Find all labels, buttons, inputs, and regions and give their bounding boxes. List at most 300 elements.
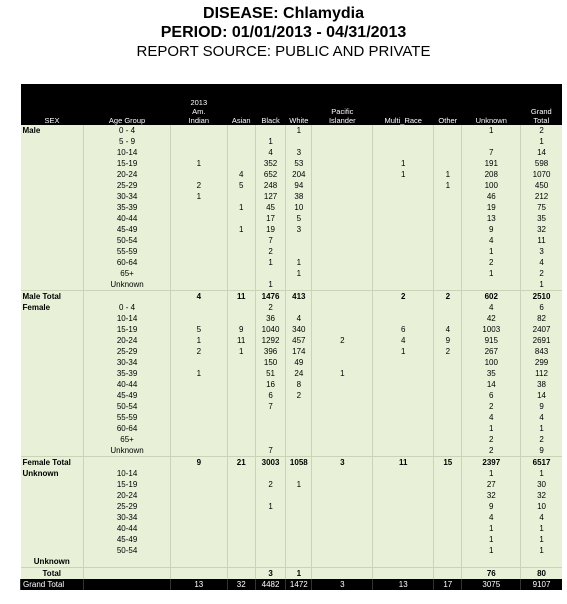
sex-cell — [21, 324, 84, 335]
count-cell: 11 — [373, 457, 434, 469]
count-cell — [227, 268, 255, 279]
count-cell — [312, 279, 373, 291]
count-cell — [434, 568, 462, 580]
count-cell: 4 — [286, 313, 312, 324]
count-cell: 1 — [171, 368, 228, 379]
count-cell — [373, 224, 434, 235]
sex-cell: Unknown — [21, 556, 84, 568]
total-row — [21, 291, 563, 303]
count-cell — [312, 401, 373, 412]
count-cell: 1 — [462, 125, 521, 136]
count-cell: 32 — [521, 490, 562, 501]
count-cell: 6 — [373, 324, 434, 335]
count-cell — [171, 202, 228, 213]
count-cell — [227, 445, 255, 457]
count-cell: 1 — [462, 246, 521, 257]
count-cell — [255, 523, 285, 534]
count-cell: 1 — [255, 501, 285, 512]
count-cell: 3 — [286, 224, 312, 235]
count-cell — [312, 468, 373, 479]
count-cell: 4 — [462, 512, 521, 523]
count-cell — [227, 512, 255, 523]
count-cell: 82 — [521, 313, 562, 324]
age-group-cell: 45-49 — [84, 390, 171, 401]
count-cell: 9 — [171, 457, 228, 469]
count-cell — [373, 512, 434, 523]
count-cell: 32 — [521, 224, 562, 235]
sex-cell: Male — [21, 125, 84, 136]
count-cell — [171, 147, 228, 158]
count-cell — [171, 313, 228, 324]
age-group-cell: 40-44 — [84, 213, 171, 224]
count-cell — [171, 501, 228, 512]
count-cell — [312, 390, 373, 401]
age-group-cell — [84, 556, 171, 568]
count-cell: 2 — [255, 246, 285, 257]
age-group-cell: 30-34 — [84, 512, 171, 523]
count-cell: 24 — [286, 368, 312, 379]
count-cell — [255, 125, 285, 136]
count-cell: 3003 — [255, 457, 285, 469]
count-cell: 46 — [462, 191, 521, 202]
count-cell — [227, 279, 255, 291]
count-cell — [434, 423, 462, 434]
count-cell — [286, 136, 312, 147]
count-cell: 1 — [434, 169, 462, 180]
count-cell — [373, 357, 434, 368]
count-cell — [434, 523, 462, 534]
age-group-cell: 5 - 9 — [84, 136, 171, 147]
count-cell: 1 — [286, 125, 312, 136]
count-cell — [434, 213, 462, 224]
count-cell: 75 — [521, 202, 562, 213]
count-cell: 1 — [462, 468, 521, 479]
count-cell — [434, 390, 462, 401]
count-cell: 1 — [255, 257, 285, 268]
age-group-cell: 40-44 — [84, 379, 171, 390]
count-cell — [312, 191, 373, 202]
age-group-cell: Unknown — [84, 445, 171, 457]
sex-cell: Male Total — [21, 291, 84, 303]
count-cell: 3075 — [462, 579, 521, 590]
count-cell: 100 — [462, 357, 521, 368]
table-row — [21, 445, 563, 457]
count-cell — [286, 523, 312, 534]
count-cell — [171, 523, 228, 534]
count-cell — [171, 246, 228, 257]
count-cell — [373, 445, 434, 457]
table-row — [21, 423, 563, 434]
sex-cell — [21, 423, 84, 434]
table-row — [21, 512, 563, 523]
sex-cell — [21, 512, 84, 523]
count-cell: 42 — [462, 313, 521, 324]
column-header: 2013 Am. Indian — [171, 84, 228, 125]
table-row — [21, 224, 563, 235]
count-cell — [286, 556, 312, 568]
count-cell — [171, 556, 228, 568]
table-row — [21, 346, 563, 357]
table-row — [21, 412, 563, 423]
count-cell: 1 — [255, 136, 285, 147]
count-cell: 1 — [462, 523, 521, 534]
count-cell — [373, 246, 434, 257]
count-cell — [373, 568, 434, 580]
table-row — [21, 368, 563, 379]
count-cell: 248 — [255, 180, 285, 191]
count-cell — [286, 279, 312, 291]
sex-cell — [21, 445, 84, 457]
count-cell: 4 — [521, 512, 562, 523]
count-cell — [255, 434, 285, 445]
count-cell: 4 — [462, 235, 521, 246]
count-cell: 13 — [171, 579, 228, 590]
count-cell — [373, 313, 434, 324]
count-cell — [434, 202, 462, 213]
count-cell: 4 — [521, 257, 562, 268]
count-cell — [312, 302, 373, 313]
count-cell — [286, 512, 312, 523]
sex-cell — [21, 412, 84, 423]
age-group-cell: 10-14 — [84, 468, 171, 479]
age-group-cell: 50-54 — [84, 235, 171, 246]
count-cell — [312, 169, 373, 180]
count-cell — [373, 125, 434, 136]
count-cell — [434, 224, 462, 235]
count-cell: 1292 — [255, 335, 285, 346]
table-row — [21, 136, 563, 147]
age-group-cell — [84, 579, 171, 590]
count-cell: 9 — [462, 224, 521, 235]
age-group-cell — [84, 291, 171, 303]
table-row — [21, 257, 563, 268]
count-cell — [312, 412, 373, 423]
table-row — [21, 534, 563, 545]
count-cell: 14 — [462, 379, 521, 390]
count-cell — [227, 158, 255, 169]
count-cell — [312, 523, 373, 534]
count-cell — [286, 468, 312, 479]
count-cell — [434, 501, 462, 512]
count-cell: 5 — [171, 324, 228, 335]
count-cell: 21 — [227, 457, 255, 469]
count-cell — [171, 136, 228, 147]
count-cell: 396 — [255, 346, 285, 357]
count-cell — [171, 213, 228, 224]
count-cell: 1 — [286, 479, 312, 490]
age-group-cell: 60-64 — [84, 257, 171, 268]
count-cell — [373, 147, 434, 158]
count-cell: 1 — [227, 202, 255, 213]
count-cell: 2 — [373, 291, 434, 303]
count-cell — [286, 445, 312, 457]
count-cell: 1 — [171, 191, 228, 202]
age-group-cell: 10-14 — [84, 313, 171, 324]
count-cell — [227, 490, 255, 501]
count-cell: 1 — [521, 136, 562, 147]
count-cell — [434, 136, 462, 147]
count-cell: 3 — [521, 246, 562, 257]
sex-cell — [21, 490, 84, 501]
sex-cell — [21, 268, 84, 279]
table-row — [21, 246, 563, 257]
count-cell: 1 — [521, 423, 562, 434]
count-cell: 1 — [521, 279, 562, 291]
count-cell: 17 — [434, 579, 462, 590]
count-cell — [434, 490, 462, 501]
count-cell — [434, 479, 462, 490]
count-cell: 127 — [255, 191, 285, 202]
count-cell — [373, 379, 434, 390]
count-cell: 4482 — [255, 579, 285, 590]
count-cell — [373, 401, 434, 412]
table-row — [21, 147, 563, 158]
count-cell — [286, 246, 312, 257]
count-cell: 4 — [373, 335, 434, 346]
age-group-cell: 15-19 — [84, 158, 171, 169]
table-row — [21, 324, 563, 335]
count-cell: 174 — [286, 346, 312, 357]
sex-cell — [21, 257, 84, 268]
age-group-cell: 25-29 — [84, 346, 171, 357]
count-cell — [286, 412, 312, 423]
count-cell: 2 — [255, 302, 285, 313]
count-cell — [434, 357, 462, 368]
age-group-cell: 25-29 — [84, 180, 171, 191]
count-cell — [227, 401, 255, 412]
count-cell — [434, 246, 462, 257]
count-cell: 2 — [462, 401, 521, 412]
age-group-cell: 50-54 — [84, 545, 171, 556]
count-cell: 5 — [286, 213, 312, 224]
count-cell — [171, 401, 228, 412]
table-row — [21, 468, 563, 479]
count-cell — [373, 545, 434, 556]
count-cell — [434, 545, 462, 556]
sex-cell — [21, 313, 84, 324]
count-cell: 11 — [227, 291, 255, 303]
count-cell — [312, 346, 373, 357]
count-cell — [227, 390, 255, 401]
count-cell — [171, 357, 228, 368]
count-cell: 36 — [255, 313, 285, 324]
sex-cell — [21, 136, 84, 147]
count-cell — [312, 324, 373, 335]
sex-cell — [21, 357, 84, 368]
count-cell — [312, 268, 373, 279]
count-cell — [227, 125, 255, 136]
count-cell — [434, 302, 462, 313]
sex-cell — [21, 246, 84, 257]
age-group-cell: 35-39 — [84, 368, 171, 379]
count-cell: 27 — [462, 479, 521, 490]
age-group-cell — [84, 568, 171, 580]
count-cell: 2 — [286, 390, 312, 401]
count-cell: 51 — [255, 368, 285, 379]
count-cell: 1 — [286, 257, 312, 268]
count-cell — [434, 268, 462, 279]
age-group-cell: Unknown — [84, 279, 171, 291]
count-cell — [286, 401, 312, 412]
count-cell — [171, 423, 228, 434]
count-cell — [312, 147, 373, 158]
table-row — [21, 169, 563, 180]
count-cell — [312, 545, 373, 556]
count-cell — [312, 246, 373, 257]
count-cell: 1 — [227, 224, 255, 235]
sex-cell — [21, 147, 84, 158]
count-cell — [255, 412, 285, 423]
sex-cell — [21, 434, 84, 445]
age-group-cell: 10-14 — [84, 147, 171, 158]
sex-cell — [21, 235, 84, 246]
count-cell — [171, 434, 228, 445]
table-row — [21, 335, 563, 346]
count-cell: 76 — [462, 568, 521, 580]
count-cell — [227, 412, 255, 423]
table-row — [21, 545, 563, 556]
table-row — [21, 357, 563, 368]
count-cell — [434, 379, 462, 390]
count-cell — [255, 468, 285, 479]
count-cell: 2 — [434, 346, 462, 357]
sex-cell: Female — [21, 302, 84, 313]
age-group-cell: 30-34 — [84, 357, 171, 368]
count-cell — [227, 302, 255, 313]
age-group-cell: 35-39 — [84, 202, 171, 213]
count-cell — [373, 523, 434, 534]
count-cell — [312, 357, 373, 368]
count-cell: 1 — [373, 169, 434, 180]
count-cell — [227, 147, 255, 158]
count-cell — [312, 158, 373, 169]
count-cell: 32 — [227, 579, 255, 590]
sex-cell — [21, 501, 84, 512]
count-cell: 299 — [521, 357, 562, 368]
count-cell — [312, 224, 373, 235]
count-cell — [434, 313, 462, 324]
count-cell — [312, 291, 373, 303]
count-cell — [227, 423, 255, 434]
count-cell: 38 — [286, 191, 312, 202]
age-group-cell: 50-54 — [84, 401, 171, 412]
count-cell: 13 — [462, 213, 521, 224]
count-cell: 1 — [521, 523, 562, 534]
count-cell: 2 — [171, 180, 228, 191]
count-cell — [171, 445, 228, 457]
table-row — [21, 379, 563, 390]
count-cell — [373, 302, 434, 313]
report-disease: DISEASE: Chlamydia — [203, 5, 364, 22]
count-cell — [312, 235, 373, 246]
count-cell — [312, 379, 373, 390]
count-cell: 2 — [521, 268, 562, 279]
sex-cell — [21, 401, 84, 412]
count-cell: 7 — [255, 235, 285, 246]
total-row — [21, 568, 563, 580]
sex-cell — [21, 368, 84, 379]
count-cell: 1 — [171, 158, 228, 169]
table-row — [21, 268, 563, 279]
sex-cell — [21, 279, 84, 291]
count-cell — [227, 257, 255, 268]
count-cell — [373, 412, 434, 423]
count-cell — [227, 534, 255, 545]
count-cell — [227, 568, 255, 580]
count-cell: 10 — [521, 501, 562, 512]
count-cell — [171, 412, 228, 423]
table-row — [21, 501, 563, 512]
sex-cell — [21, 479, 84, 490]
count-cell — [286, 534, 312, 545]
count-cell — [255, 268, 285, 279]
count-cell: 2 — [462, 445, 521, 457]
count-cell — [373, 501, 434, 512]
count-cell: 3 — [286, 147, 312, 158]
count-cell — [373, 423, 434, 434]
count-cell — [434, 401, 462, 412]
count-cell — [286, 434, 312, 445]
count-cell — [286, 501, 312, 512]
count-cell — [171, 479, 228, 490]
count-cell: 352 — [255, 158, 285, 169]
column-header: Unknown — [462, 84, 521, 125]
column-header: SEX — [21, 84, 84, 125]
count-cell — [373, 468, 434, 479]
count-cell — [373, 136, 434, 147]
sex-cell — [21, 346, 84, 357]
count-cell: 6 — [462, 390, 521, 401]
count-cell: 7 — [255, 445, 285, 457]
count-cell: 1 — [521, 468, 562, 479]
count-cell: 1070 — [521, 169, 562, 180]
count-cell: 4 — [227, 169, 255, 180]
count-cell — [171, 235, 228, 246]
count-cell — [462, 279, 521, 291]
count-cell — [286, 490, 312, 501]
count-cell — [171, 302, 228, 313]
count-cell — [171, 468, 228, 479]
count-cell — [312, 257, 373, 268]
column-header: Age Group — [84, 84, 171, 125]
count-cell — [255, 556, 285, 568]
column-header: Grand Total — [521, 84, 562, 125]
count-cell — [312, 313, 373, 324]
count-cell: 8 — [286, 379, 312, 390]
count-cell — [312, 479, 373, 490]
count-cell — [434, 556, 462, 568]
count-cell — [312, 556, 373, 568]
sex-cell — [21, 191, 84, 202]
count-cell — [434, 147, 462, 158]
sex-cell — [21, 213, 84, 224]
count-cell: 3 — [312, 579, 373, 590]
count-cell — [434, 235, 462, 246]
count-cell — [373, 235, 434, 246]
count-cell — [312, 213, 373, 224]
count-cell: 652 — [255, 169, 285, 180]
count-cell — [434, 512, 462, 523]
column-header: Multi_Race — [373, 84, 434, 125]
age-group-cell: 20-24 — [84, 490, 171, 501]
count-cell — [312, 202, 373, 213]
count-cell: 49 — [286, 357, 312, 368]
count-cell: 4 — [255, 147, 285, 158]
count-cell: 340 — [286, 324, 312, 335]
count-cell — [171, 268, 228, 279]
count-cell: 14 — [521, 147, 562, 158]
count-cell: 11 — [521, 235, 562, 246]
